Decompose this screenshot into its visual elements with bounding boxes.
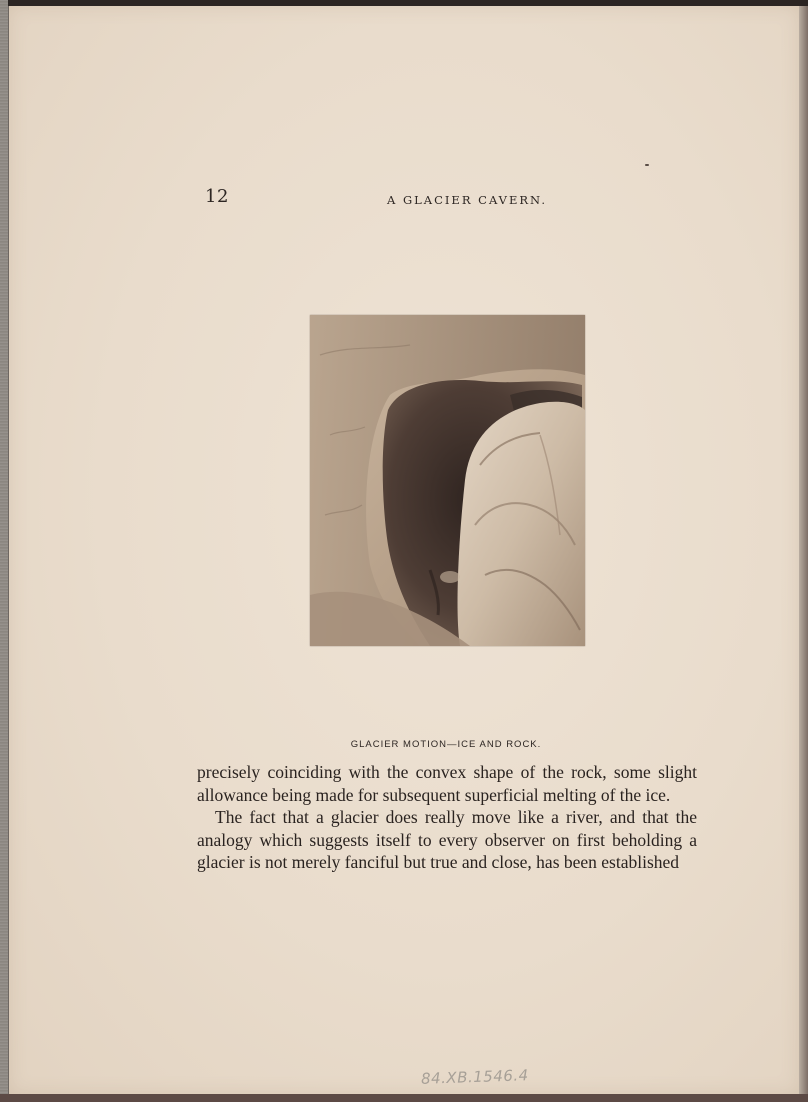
paragraph: The fact that a glacier does really move like a river, and that the analogy which suggests itself to every observer on first beholding a glacier is not merely fanciful but true and close, has been established (197, 807, 697, 872)
page-edge (799, 6, 808, 1094)
book-page (9, 6, 799, 1094)
binding-edge (0, 0, 8, 1102)
plate-caption: GLACIER MOTION—ICE AND ROCK. (350, 739, 542, 750)
glacier-cavern-photograph (310, 315, 585, 646)
photograph-plate (310, 315, 585, 646)
body-text (197, 761, 697, 874)
running-head: A GLACIER CAVERN. (387, 193, 548, 207)
ink-speck (645, 164, 649, 166)
bottom-edge (0, 1094, 808, 1102)
handwritten-shelfmark: 84.XB.1546.4 (420, 1066, 529, 1088)
paragraph: precisely coinciding with the convex shape of the rock, some slight allowance being made for subsequent superficial melting of the ice. (197, 762, 697, 805)
page-number: 12 (205, 186, 229, 207)
